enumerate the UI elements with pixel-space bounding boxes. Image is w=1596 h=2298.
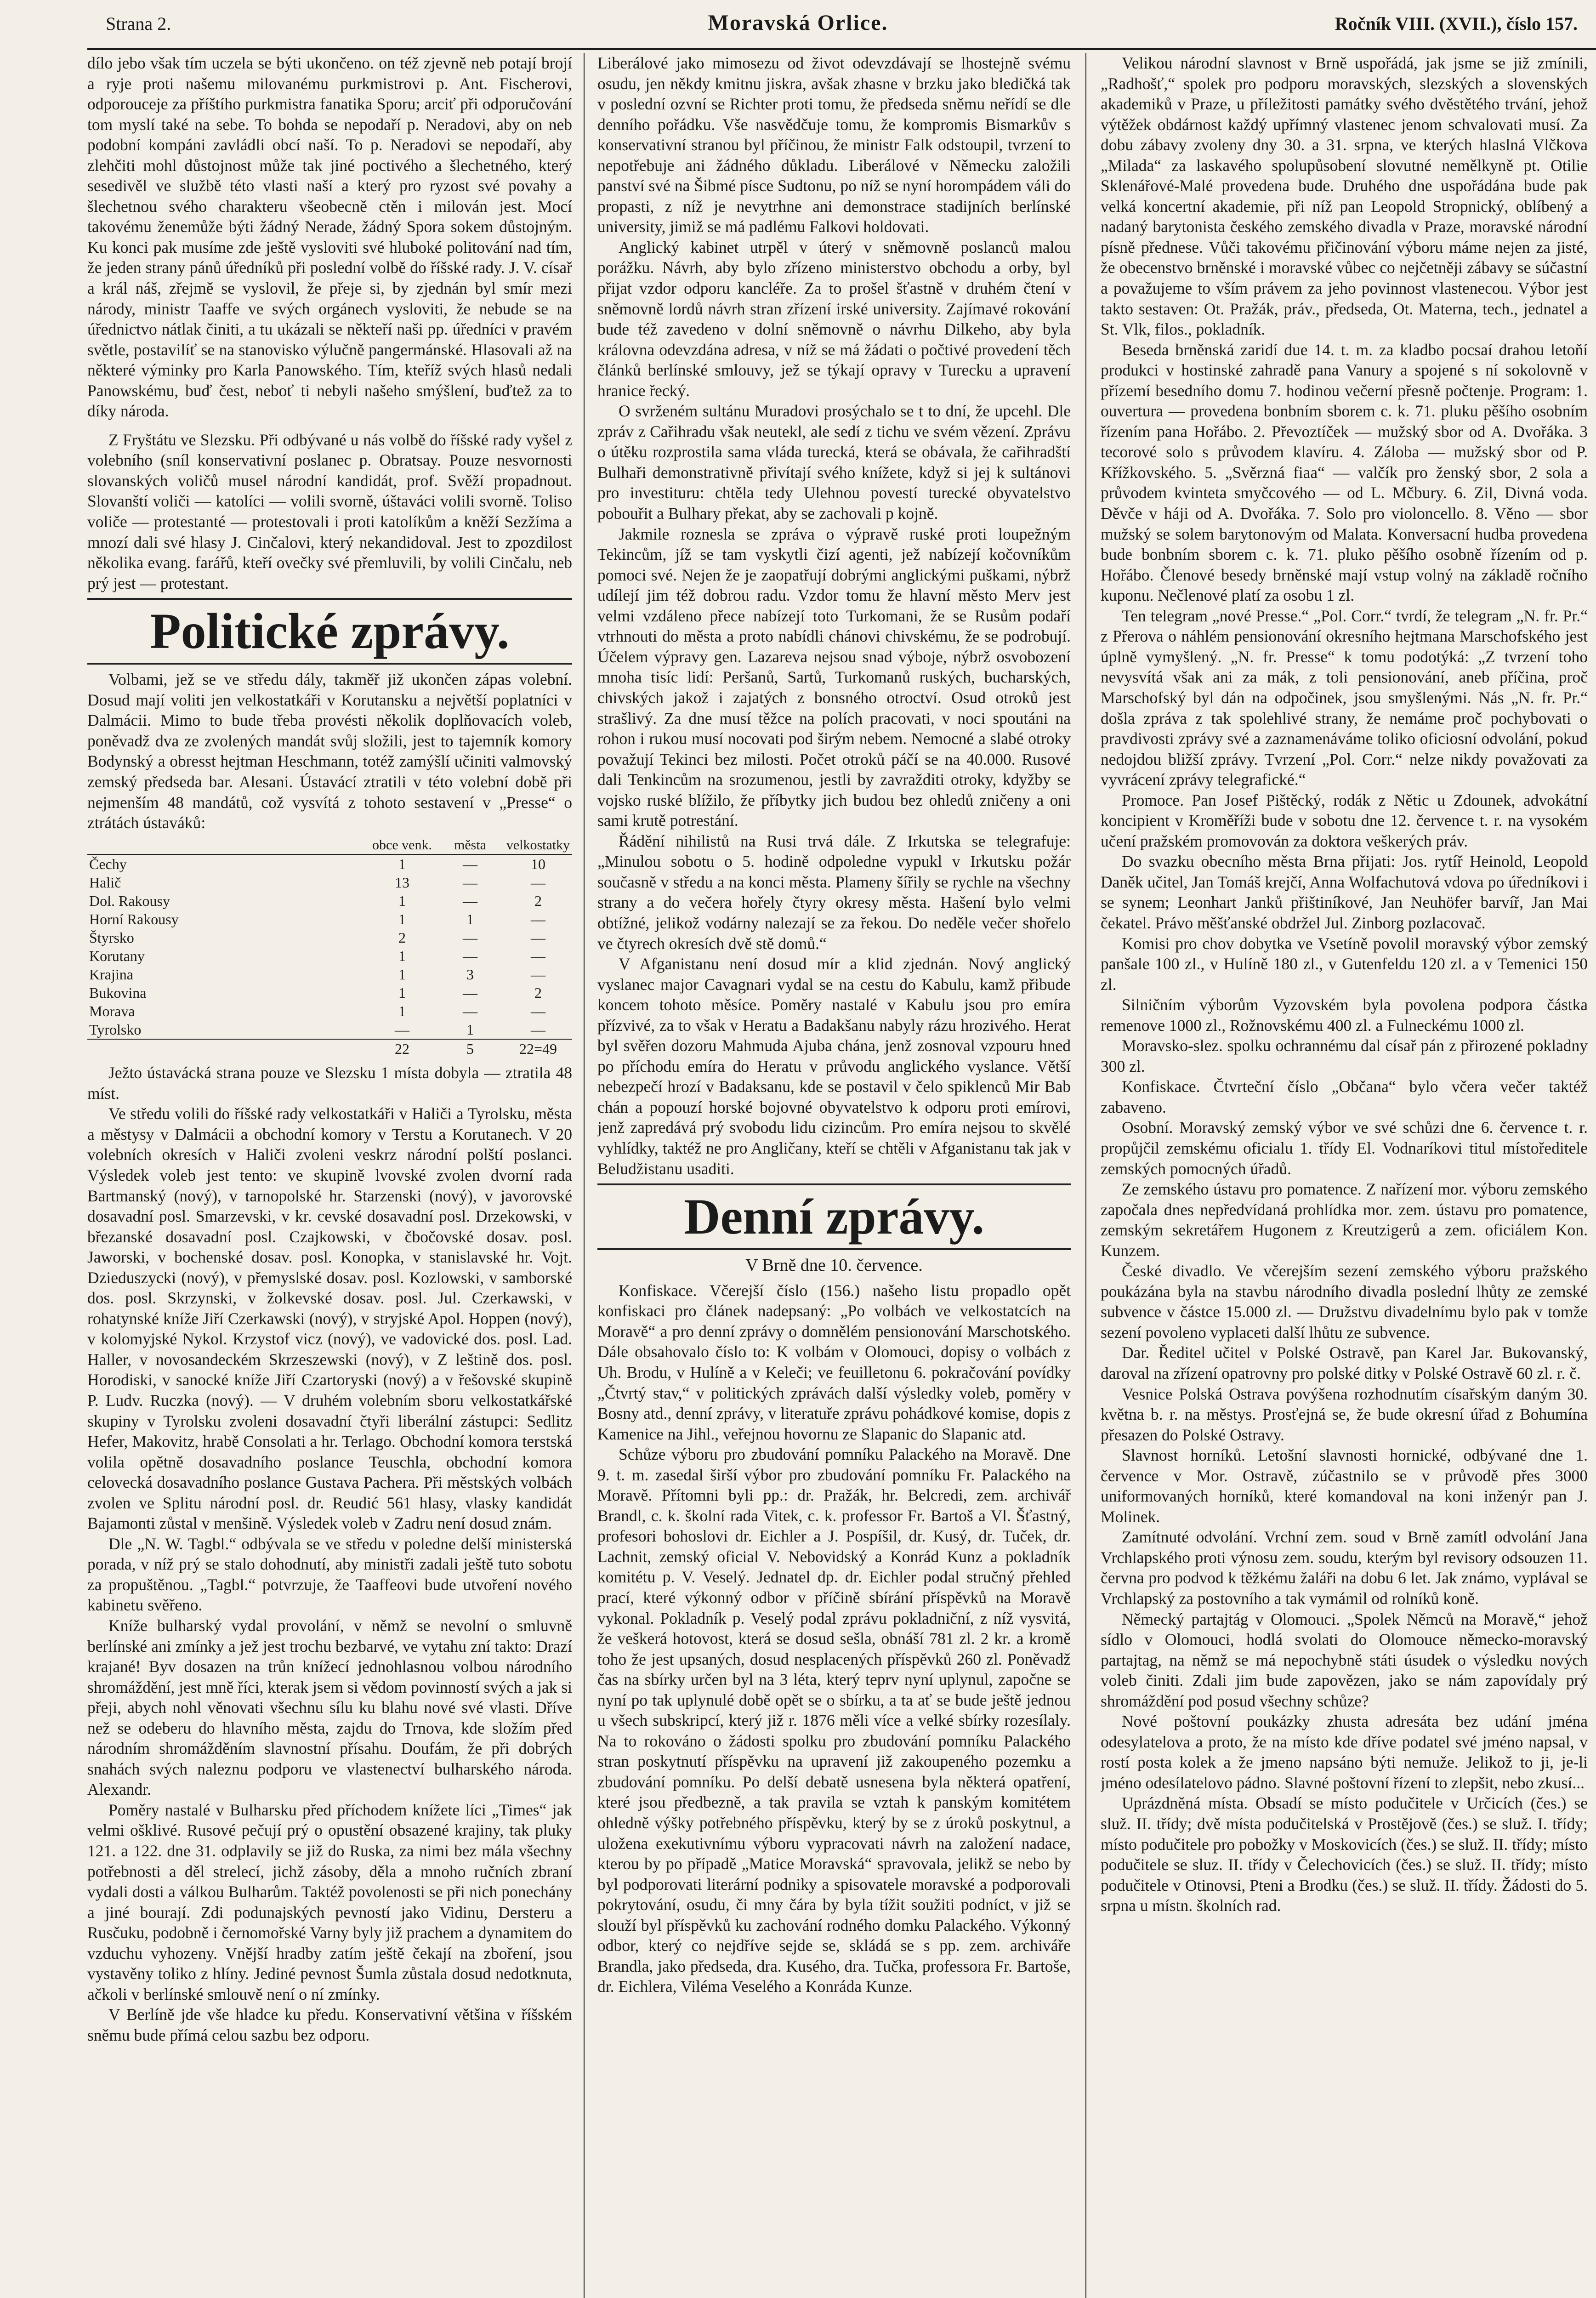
table-row	[87, 947, 572, 965]
article-text: Konfiskace. Včerejší číslo (156.) našeho listu propadlo opět konfiskaci pro článek nadepsaný: „Po volbách ve velkostatcích na Moravě“ a pro denní zprávy o domnělém pensionování Marschotského. Dále obsahovalo číslo to: K volbám v Olomouci, dopisy o volbách z Uh. Brodu, v Hulíně a v Keleči; ve feuilletonu 6. pokračování povídky „Čtvrtý stav,“ v politických zprávách další výsledky voleb, poměry v Bosny atd., denní zprávy, v literatuře zprávu pohádkové komise, dopis z Kamenice na Jihl., veřejnou hovornu ze Slapanic do Slapanic atd.	[597, 1281, 1071, 1443]
article-text: Ježto ústavácká strana pouze ve Slezsku 1 místa dobyla — ztratila 48 míst.	[87, 1064, 572, 1103]
table-header: velkostatky	[504, 836, 572, 855]
table-cell: —	[463, 929, 477, 946]
table-cell: 2	[534, 984, 542, 1001]
losses-table	[87, 836, 572, 1058]
table-header: obce venk.	[368, 836, 436, 855]
table-cell: —	[395, 1021, 409, 1038]
article-text: Anglický kabinet utrpěl v úterý v sněmovně poslanců malou porážku. Návrh, aby bylo zřízeno ministerstvo obchodu a orby, byl přijat vzdor odporu kancléře. Za to prošel šťastně v druhém čtení v sněmovně lordů návrh stran zřízení irské university. Zajímavé rokování bude též zavedeno v dolní sněmovně o návrhu Dilkeho, aby byla královna odevzdána adresa, v níž se má žádati o počtivé provedení těch článků berlínské smlouvy, jež se týkají opravy v Turecku a upravení hranice řecký.	[597, 238, 1071, 400]
table-cell: Dol. Rakousy	[89, 893, 170, 910]
table-row	[87, 873, 572, 892]
table-cell: 22	[368, 1039, 436, 1058]
table-header	[87, 836, 368, 855]
table-row	[87, 1002, 572, 1020]
article-text: Slavnost horníků. Letošní slavnosti hornické, odbývané dne 1. července v Mor. Ostravě, zúčastnilo se v průvodě přes 3000 uniformovaných horníků, které komandoval na koni inženýr pan J. Molinek.	[1101, 1446, 1588, 1526]
table-cell: 13	[395, 874, 409, 891]
table-row	[87, 984, 572, 1002]
article-text: Ze zemského ústavu pro pomatence. Z nařízení mor. výboru zemského započala dnes nepředvídaná prohlídka mor. zem. ústavu pro pomatence, zemským sekretářem Hugonem z Kreutzigerů a zem. oficiálem Kon. Kunzem.	[1101, 1180, 1588, 1260]
table-cell: 1	[398, 893, 406, 910]
article-text: Vesnice Polská Ostrava povýšena rozhodnutím císařským daným 30. května b. r. na městys. Prosťejná se, že bude okresní úřad z Bohumína přesazen do Polské Ostravy.	[1101, 1384, 1588, 1444]
table-cell: Čechy	[89, 856, 127, 873]
table-total-row	[87, 1039, 572, 1058]
table-cell: —	[463, 948, 477, 965]
article-text: V Afganistanu není dosud mír a klid zjednán. Nový anglický vyslanec major Cavagnari vydal se na cestu do Kabulu, kamž přibude koncem tohoto měsíce. Poměry nastalé v Kabulu jsou pro emíra přízvivé, za to však v Heratu a Badakšanu nabyly rázu hrozivého. Herat byl svěřen dozoru Mahmuda Ajuba chána, jenž zosnoval vzpouru hned po příchodu emíra do Heratu v průvodu anglického vyslance. Větší nebezpečí hrozí v Badaksanu, kde se postavil v čelo spiklenců Mir Bab chán a popouzí horské bojovné obyvatelstvo k odporu proti emírovi, jenž zapredává prý svobodu lidu cizincům. Pro emíra nejsou to skvělé vyhlídky, taktéž ne pro Angličany, kteří se chtěli v Afganistanu tak jak v Beludžistanu usaditi.	[597, 955, 1071, 1178]
article-text: Ten telegram „nové Presse.“ „Pol. Corr.“ tvrdí, že telegram „N. fr. Pr.“ z Přerova o náhlém pensionování okresního hejtmana Marschofského jest úplně vymyšlený. „N. fr. Presse“ k tomu podotýká: „Z tvrzení toho nevysvítá však ani za mák, z toli pensionování, aneb příčina, proč Marschofský byl dán na odpočinek, jsou smyšlenými. Nás „N. fr. Pr.“ došla zpráva z tak spolehlivé strany, že nemáme proč pochybovati o pravdivosti zprávy své a zaznamenáváme toliko oficiosní odvolání, pokud nedojdou bližší zprávy. Tvrzení „Pol. Corr.“ nelze nikdy považovati za vyvrácení zprávy telegrafické.“	[1101, 606, 1588, 789]
article-text: V Berlíně jde vše hladce ku předu. Konservativní většina v říšském sněmu bude přímá celou sazbu bez odporu.	[87, 2005, 572, 2044]
article-text: Dle „N. W. Tagbl.“ odbývala se ve středu v poledne delší ministerská porada, v níž prý se stalo dohodnutí, aby ministři zadali ještě tuto sobotu za propuštěnou. „Tagbl.“ potvrzuje, že Taaffeovi bude utvoření nového kabinetu svěřeno.	[87, 1534, 572, 1615]
table-cell: 2	[398, 929, 406, 946]
article-text: Zamítnuté odvolání. Vrchní zem. soud v Brně zamítl odvolání Jana Vrchlapského proti výnosu zem. soudu, kterým byl revisory odsouzen 11. června pro podvod k těžkému žaláři na dobu 6 let. Jak známo, vyplával se Vrchlapský za postovního a tak vymámil od rolníků koně.	[1101, 1528, 1588, 1608]
article-text: Řádění nihilistů na Rusi trvá dále. Z Irkutska se telegrafuje: „Minulou sobotu o 5. hodině odpoledne vypukl v Irkutsku požár současně v středu a na konci města. Plameny šířily se rychle na všechny strany a do večera hořely čtyry okresy města. Hašení bylo velmi obtížné, jelikož vodárny nalezají se za řekou. Do neděle večer shořelo ve čtyrech okresích dvě stě domů.“	[597, 831, 1071, 953]
table-cell: —	[463, 1003, 477, 1020]
table-cell: Korutany	[89, 948, 145, 965]
article-text: Silničním výborům Vyzovském byla povolena podpora částka remenove 1000 zl., Rožnovskému 400 zl. a Fulneckému 1000 zl.	[1101, 995, 1588, 1035]
table-row	[87, 1020, 572, 1039]
table-cell: —	[531, 1021, 545, 1038]
table-cell: 22=49	[504, 1039, 572, 1058]
section-title: Denní zprávy.	[597, 1183, 1071, 1250]
table-cell: 10	[531, 856, 545, 873]
table-row	[87, 854, 572, 873]
article-text: Poměry nastalé v Bulharsku před příchodem knížete líci „Times“ jak velmi ošklivé. Rusové pečují prý o opustění obsazené krajiny, tak pluky 121. a 122. dne 31. odplavily se již do Ruska, za nimi bez mála všechny potřebnosti a děl strelecí, jichž zásoby, děla a mnoho ručních zbraní vydali dosti a válkou Bulharům. Taktéž povolenosti se při nich ponechány a jiné bourají. Zdi podunajských pevností jako Vidinu, Dersteru a Rusčuku, podobně i černomořské Varny byly již prachem a dynamitem do vzduchu vyhozeny. Vnější hradby zatím ještě čekají na zboření, jsou vystavěny toliko z hlíny. Jediné pevnost Šumla zůstala dosud nedotknuta, ačkoli v berlínské smlouvě není o ní zmínky.	[87, 1800, 572, 2003]
column-2	[597, 53, 1071, 2298]
table-cell: —	[531, 1003, 545, 1020]
article-text: Beseda brněnská zaridí due 14. t. m. za kladbo pocsaí drahou letoňí produkci v hostinské zahradě pana Vanury a spojené s ní sokolovně v přízemí besedního domu 7. hodinou večerní přesně počtenje. Program: 1. ouvertura — provedena bonbním sborem c. k. 71. pluku pěšího osobním řízením pana Hořábo. 2. Převoztíček — mužský sbor od A. Dvořáka. 3 tecorové solo s průvodem klavíru. 4. Záloba — mužský sbor od P. Křížkovského. 5. „Svěrzná fiaa“ — valčík pro ženský sbor, 2 sola a průvodem kvinteta smyčcového — od L. Mčbury. 6. Zil, Divná voda. Děvče v háji od A. Dvořáka. 7. Solo pro violoncello. 8. Věno — sbor mužský se solem barytonovým od Malata. Konversacní hudba provedena bude bonbním sborem c. k. 71. pluko pěšího osobně řízením od p. Hořábo. Členové besedy brněnské mají vstup volný na základě ročního kuponu. Nečlenové platí za osobu 1 zl.	[1101, 340, 1588, 605]
table-cell: Tyrolsko	[89, 1021, 142, 1038]
table-cell: 1	[398, 911, 406, 928]
article-text: Kníže bulharský vydal provolání, v němž se nevolní o smluvně berlínské ani zmínky a jež jest trochu bezbarvé, ve vytahu zní takto: Drazí krajané! Byv dosazen na trůn knížecí jednohlasnou volbou národního shromáždění, jest mně říci, kterak jsem si vědom povinností svých a jak si přeji, abych nohl věnovati všechnu sílu ku blahu nové své vlasti. Dříve než se odeberu do hlavního města, zajdu do Trnova, kde složím před národním shromážděním slavnostní přísahu. Doufám, že při dobrých snahách svých naleznu podporu ve vlastenectví bulharského národa. Alexandr.	[87, 1616, 572, 1799]
article-text: Z Fryštátu ve Slezsku. Při odbývané u nás volbě do říšské rady vyšel z volebního (sníl konservativní poslanec p. Obratsay. Pouze nesvornosti slovanských voličů musel národní kandidát, prof. Svěží propadnout. Slovanští voliči — katolíci — volili svorně, úštaváci volili svorně. Toliso voliče — protestanté — protestovali i proti katolíkům a kněží Sezžíma a mnozí dali své hlasy J. Cinčalovi, který nekandidoval. Jest to zpozdilost několika evang. farářů, kteří ovečky své přemluvili, by volili Cinčalu, neb prý jest — protestant.	[87, 430, 572, 592]
table-row	[87, 910, 572, 928]
table-cell: 3	[466, 966, 474, 983]
table-row	[87, 892, 572, 910]
table-cell: Bukovina	[89, 984, 147, 1001]
section-dateline: V Brně dne 10. července.	[745, 1256, 923, 1275]
column-3	[1101, 53, 1588, 2298]
table-cell: 1	[398, 948, 406, 965]
table-row	[87, 965, 572, 984]
table-cell: —	[463, 856, 477, 873]
article-text: Komisi pro chov dobytka ve Vsetíně povolil moravský výbor zemský panšale 100 zl., v Hulíně 180 zl., v Gutenfeldu 120 zl. a v Temenici 150 zl.	[1101, 934, 1588, 994]
table-cell: 5	[436, 1039, 504, 1058]
table-cell: 1	[398, 984, 406, 1001]
article-text: Promoce. Pan Josef Pištěcký, rodák z Nětic u Zdounek, advokátní koncipient v Kroměříži bude v sobotu dne 12. července t. r. na vysokém učení pražském promovován za doktora veškerých práv.	[1101, 791, 1588, 850]
article-text: dílo jebo však tím uczela se býti ukončeno. on též zjevně neb potají brojí a ryje proti našemu milovanému purkmistrovi p. Ant. Fischerovi, odporouceje za příštího purkmistra fanatika Sporu; arciť při odporučování tom myslí také na sebe. To bohda se nepodaří p. Neradovi, aby on neb podobní kompáni zavládli obcí naší. To p. Neradovi se nepodaří, aby zlehčiti mohl důstojnost může tak jiné poctivého a šlechetného, který sesedivěl ve službě této vlasti naší a který pro ryzost své povahy a šlechetnou svého charakteru všeobecně ctěn i milován jest. Mocí takovému ženemůže býti žádný Nerade, žádný Spora sokem důstojným. Ku konci pak musíme zde ještě vysloviti své hluboké politování nad tím, že jeden strany pánů úředníků při poslední volbě do říšské rady. J. V. císař a král náš, zřejmě se vyslovil, že přeje si, by zjednán byl smír mezi národy, ministr Taaffe ve svých orgánech vysloviti, že nebude se na úřednictvo nátlak činiti, a tu ukázali se někteří naši pp. úředníci v pravém světle, postavilíť se na stanovisko výlučně pangermánské. Hlasovali až na některé výminky pro Karla Panowského. Tím, kteříž svých hlasů nedali Panowskému, buď čest, neboť ti nebyli našeho smýšlení, buďtež za to díky národa.	[87, 54, 572, 421]
article-text: Osobní. Moravský zemský výbor ve své schůzi dne 6. července t. r. propůjčil zemskému oficialu 1. třídy El. Vodnaríkovi titul místoředitele zemských pomocných úřadů.	[1101, 1118, 1588, 1178]
table-cell: —	[463, 893, 477, 910]
table-cell: Krajina	[89, 966, 133, 983]
article-text: Velikou národní slavnost v Brně uspořádá, jak jsme se již zmínili, „Radhošť,“ spolek pro podporu moravských, slezských a slovenských akademiků v Praze, u příležitosti památky svého dvěstětého trvání, jehož výtěžek obdárnost každý upřímný vlastenec jenom schvalovati musí. Za dobu zábavy zvoleny dny 30. a 31. srpna, ve kterých hlaslná Vlčkova „Milada“ za laskavého spolupůsobení slovutné nemělkyně pt. Otilie Sklenářové-Malé provedena bude. Druhého dne uspořádána bude pak velká koncertní akademie, při níž pan Leopold Stropnický, oblíbený a nadaný barytonista českého zemského divadla v Praze, moravské národní písně přednese. Vůči takovému přičinování výboru máme nejen za jisté, že obecenstvo brněnské i moravské vůbec co nejčetněji zábavy se súčastní a považujeme to vším právem za jeho povinnost vlastenecou. Výbor jest takto sestaven: Ot. Pražák, práv., předseda, Ot. Materna, tech., jednatel a St. Vlk, filos., pokladník.	[1101, 54, 1588, 339]
article-text: Německý partajtág v Olomouci. „Spolek Němců na Moravě,“ jehož sídlo v Olomouci, hodlá svolati do Olomouce německo-moravský partajtag, na němž se má nepochybně státi úsudek o výsledku nových voleb činiti. Zdali jim bude zapovězen, jako se nám zapovídaly prý shromáždění pod posud všechny schůze?	[1101, 1610, 1588, 1710]
table-cell: Horní Rakousy	[89, 911, 179, 928]
issue-info: Ročník VIII. (XVII.), číslo 157.	[1335, 13, 1578, 34]
article-text: Schůze výboru pro zbudování pomníku Palackého na Moravě. Dne 9. t. m. zasedal širší výbor pro zbudování pomníku Fr. Palackého na Moravě. Přítomni byli pp.: dr. Pražák, hr. Belcredi, zem. archivář Brandl, c. k. školní rada Vitek, c. k. professor Fr. Bartoš a Vl. Šťastný, profesori bohoslovi dr. Eichler a J. Pospíšil, dr. Kusý, dr. Tuček, dr. Lachnit, zemský oficial V. Nebovidský a Konrád Kunz a pokladník komitétu p. V. Veselý. Jednatel dp. dr. Eichler podal stručný přehled prací, které výkonný odbor v příčině sbírání příspěvků na Moravě vykonal. Pokladník p. Veselý podal zprávu pokladniční, z níž vysvitá, že veškerá hotovost, která se dosud sešla, obnáší 781 zl. 2 kr. a kromě toho že jest upsaných, dosud nesplacených příspěvků 260 zl. Poněvadž čas na sbírky určen byl na 3 léta, který teprv nyní uplynul, započne se nyní po tak uplynulé době opět se o sbírku, a ta ať se bude ještě jednou u všech subskripcí, který již r. 1876 měli více a velké sbírky rozesílaly. Na to rokováno o žádosti spolku pro zbudování pomníku Palackého stran poskytnutí příspěvku na upravení již zakoupeného pozemku a zbudování pomníku. Po delší debatě usnesena byla některá opatření, které jsou předbezně, a tak pravila se vztah k panským komitétem ohledně výšky potřebného příspěvku, který by se z úroků poskytnul, a uložena exekutivnímu výboru vypracovati návrh na založení nadace, kterou by po případě „Matice Moravská“ spravovala, jelikž se nebo by byl podporovati literární podniky a spisovatele moravské a podporovali pokrytování, osudu, či mny čára by byla tížit soužiti podníct, v již se slouží byl příspěvků ku zachování rodného domku Palackého. Výkonný odbor, který co nejdříve sejde se, skládá se s pp. zem. archiváře Brandla, jako předseda, dra. Kusého, dra. Tučka, professora Fr. Bartoše, dr. Eichlera, Viléma Veselého a Konráda Kunze.	[597, 1445, 1071, 1996]
table-cell	[87, 1039, 368, 1058]
column-divider	[584, 53, 585, 2298]
table-cell: —	[531, 948, 545, 965]
article-text: Konfiskace. Čtvrteční číslo „Občana“ bylo včera večer taktéž zabaveno.	[1101, 1077, 1588, 1116]
table-cell: 1	[398, 966, 406, 983]
table-cell: —	[531, 911, 545, 928]
header-rule	[87, 48, 1596, 50]
section-title: Politické zprávy.	[87, 598, 572, 665]
article-text: Jakmile roznesla se zpráva o výpravě ruské proti loupežným Tekincům, jíž se tam vyskytli čizí agenti, jež nabízejí kočovníkům pomoci své. Nejen že je zaopatřují dobrými anglickými puškami, nýbrž udílejí jim též dobrou radu. Vzdor tomu že hlavní město Merv jest velmi vzdáleno přece nabízejí toto Turkomani, že se Rusům podaří vtrhnouti do města a proto nabídli chánovi chivskému, že se podrobují. Účelem výpravy gen. Lazareva nejsou snad výboje, nýbrž osvobození mnoha tisíc lidí: Peršanů, Sartů, Turkomanů ruských, bucharských, chivských jakož i zajatých z bonsného otroctví. Osud otroků jest strašlivý. Za dne musí těžce na polích pracovati, v noci spoutáni na rohon i rukou musí nocovati pod širým nebem. Nemocné a slabé otroky považují Tekinci bez milosti. Počet otroků páčí se na 40.000. Rusové dali Tenkincům na srozumenou, jestli by zavražditi otroky, kdyžby se vojsko ruské blížilo, že příbytky jich budou bez ohledů zničeny a oni sami krutě potrestání.	[597, 524, 1071, 830]
article-text: O svrženém sultánu Muradovi prosýchalo se t to dní, že upcehl. Dle zpráv z Cařihradu však neutekl, ale sedí z tichu ve svém vězení. Zprávu o útěku rozprostila sama vláda turecká, která se obávala, že cařihradští Bulhaři demonstrativně přivítají svého knížete, když si jej k sultánovi pro investituru: chtěla tedy Ulehnou povestí turecké obyvatelstvo pobouřit a Bulhary překat, aby se zachovali p kojně.	[597, 402, 1071, 523]
article-text: České divadlo. Ve včerejším sezení zemského výboru pražského poukázána byla na stavbu národního divadla poslední lhůty ze zemské subvence v částce 15.000 zl. — Družstvu divadelnímu bylo pak v tomže sezení povoleno vyplaceti další lhůtu ze subvence.	[1101, 1262, 1588, 1342]
table-cell: Štyrsko	[89, 929, 134, 946]
table-cell: 1	[466, 1021, 474, 1038]
table-cell: Halič	[89, 874, 121, 891]
page-number: Strana 2.	[106, 13, 171, 34]
table-cell: Morava	[89, 1003, 135, 1020]
table-header: města	[436, 836, 504, 855]
table-cell: —	[463, 874, 477, 891]
table-cell: —	[531, 929, 545, 946]
article-text: Nové poštovní poukázky zhusta adresáta bez udání jména odesylatelova a proto, že na místo kde dříve podatel své jméno napsal, v rostí posta kolek a že jmeno napsáno býti nemuže. Jelikož to ji, je-li jméno odesílatelovo pádno. Slavné poštovní řízení to zlepšit, nebo zkusí...	[1101, 1712, 1588, 1792]
table-cell: 1	[398, 1003, 406, 1020]
table-cell: —	[463, 984, 477, 1001]
article-text: Liberálové jako mimosezu od život odevzdávají se lhostejně svému osudu, jen někdy kmitnu jiskra, avšak zhasne v brzku jako bledičká tak v poslední ozvní se Richter proti tomu, že předseda sněmu neřídí se dle denního pořádku. Vše nasvědčuje tomu, že kompromis Bismarkův s konservativní stranou byl příčinou, že ministr Falk odstoupil, tvrzení to nepotřebuje ani žádného důkladu. Liberálové v Německu založili panství své na Šibmé písce Sudtonu, po níž se nyní horompádem váli do propasti, z níž je nevytrhne ani demonstrace stadijních berlínské university, jimiž se má padlému Falkovi holdovati.	[597, 54, 1071, 236]
table-cell: 1	[398, 856, 406, 873]
masthead-title: Moravská Orlice.	[708, 11, 888, 35]
table-cell: —	[531, 874, 545, 891]
column-divider	[1085, 53, 1086, 2298]
table-cell: 2	[534, 893, 542, 910]
page-header	[0, 0, 1596, 41]
article-text: Ve středu volili do říšské rady velkostatkáři v Haliči a Tyrolsku, města a městysy v Dalmácii a obchodní komory v Terstu a Korutanech. V 20 volebních okresích v Haliči zvoleni veskrz národní polští poslanci. Výsledek voleb jest tento: ve skupině lvovské zvolen dvorní rada Bartmanský (nový), v tarnopolské hr. Starzenski (nový), v javorovské dosavadní posl. Smarzevski, v kr. cevské dosavadní posl. Drzekowski, v březanské dosavadní posl. Czajkowski, v čbočovské dosav. posl. Jaworski, v bochenské dosav. posl. Konopka, v stanislavské hr. Vojt. Dzieduszycki (nový), v přemyslské dosav. posl. Kozlowski, v samborské dos. posl. Skrzynski, v žolkevské dosav. posl. Jul. Czerkawski, v rohatynské kníže Jiří Czerkawski (nový), v stryjské Apol. Hoppen (nový), v kolomyjské Nykol. Krzystof vicz (nový), ve vadovické dos. posl. Lad. Haller, v novosandeckém Skrzeszewski (nový), v Z leštině dos. posl. Horodiski, v sanocké kníže Jiří Czartoryski (nový) a v řešovské skupině P. Ludv. Ruczka (nový). — V druhém volebním sboru velkostatkářské skupiny v Tyrolsku zvoleni dosavadní čtyři liberální zástupci: Sedlitz Hefer, Makovitz, hrabě Consolati a hr. Terlago. Obchodní komora terstská volila opětně dosavadního poslance Teuschla, obchodní komora celovecká dosavadního poslance Gustava Pachera. Při městských volbách zvolen ve Splitu národní posl. dr. Reudić 561 hlasy, vlasky kandidát Bajamonti zůstal v menšině. Výsledek voleb v Zadru není dosud znám.	[87, 1104, 572, 1533]
article-text: Uprázdněná místa. Obsadí se místo podučitele v Určicích (čes.) se služ. II. třídy; dvě místa podučitelská v Prostějově (čes.) se služ. I. třídy; místo podučitele pro pobožky v Moskovicích (čes.) se služ. II. třídy; místo podučitele se sluz. II. třídy v Čelechovicích (čes.) se služ. II. třídy; místo podučitele v Otinovsi, Pteni a Brodku (čes.) se služ. II. třídy. Žádosti do 5. srpna u místn. školních rad.	[1101, 1794, 1588, 1915]
table-cell: —	[531, 966, 545, 983]
article-text: Dar. Ředitel učitel v Polské Ostravě, pan Karel Jar. Bukovanský, daroval na zřízení opatrovny pro polské ditky v Polské Ostravě 60 zl. r. č.	[1101, 1343, 1588, 1382]
table-cell: 1	[466, 911, 474, 928]
column-1	[87, 53, 572, 2298]
article-text: Moravsko-slez. spolku ochrannému dal císař pán z přirozené pokladny 300 zl.	[1101, 1036, 1588, 1075]
article-text: Volbami, jež se ve středu dály, takměř již ukončen zápas volební. Dosud mají voliti jen velkostatkáři v Korutansku a největší poplatníci v Dalmácii. Mimo to bude třeba provésti několik doplňovacích voleb, poněvadž dva ze zvolených mandát svůj složili, jest to tajemník komory Bodynský a obresst hejtman Heschmann, totéž zamýšlí učiniti valmovský zemský předseda bar. Alesani. Ústavácí ztratili v této volební době při nejmenším 48 mandátů, což vysvítá z tohoto sestavení v „Presse“ o ztrátách ústaváků:	[87, 670, 572, 832]
table-row	[87, 928, 572, 947]
article-text: Do svazku obecního města Brna přijati: Jos. rytíř Heinold, Leopold Daněk učitel, Jan Tomáš krejčí, Anna Wolfachutová vdova po úředníkovi i se synem; Leonhart Janků přištiníkové, Jan Neuhöfer barvíř, Jan Mai čekatel. Právo měšťanské obdržel Jul. Zinborg pozlacovač.	[1101, 852, 1588, 932]
